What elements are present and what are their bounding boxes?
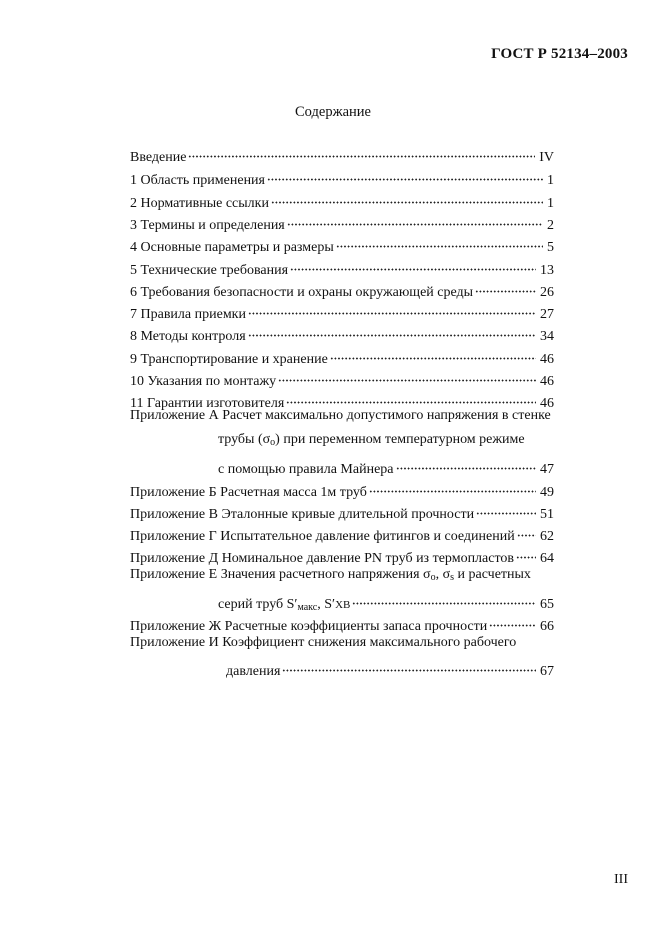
appendix-g (130, 522, 554, 544)
toc-entry (130, 345, 554, 367)
appendix-e-line2-pre: серий труб S′ (218, 597, 298, 612)
toc-entry (130, 211, 554, 233)
appendix-v-text: Приложение В Эталонные кривые длительной прочности (130, 507, 475, 522)
leader-dots (476, 500, 536, 518)
toc-entry (130, 256, 554, 278)
leader-dots (282, 657, 536, 675)
appendix-e-line2 (218, 590, 554, 613)
leader-dots (286, 389, 536, 407)
appendix-i-page: 67 (540, 664, 554, 679)
toc-entry-text: 5 Технические требования (130, 263, 289, 278)
appendix-i-line2-text: давления (226, 664, 281, 679)
leader-dots (248, 322, 536, 340)
document-code: ГОСТ Р 52134–2003 (491, 46, 628, 62)
leader-dots (248, 300, 536, 318)
appendix-b-page: 49 (540, 485, 554, 500)
toc-entry-page: 26 (540, 285, 554, 300)
appendix-g-page: 62 (540, 529, 554, 544)
leader-dots (489, 612, 536, 630)
appendix-e-line2-end: ХВ (335, 599, 351, 611)
appendix-i-line2 (226, 657, 554, 679)
appendix-v (130, 500, 554, 522)
appendix-g-text: Приложение Г Испытательное давление фитингов и соединений (130, 529, 515, 544)
toc-entry-text: 11 Гарантии изготовителя (130, 396, 285, 411)
appendix-e-line1-mid: , σ (435, 567, 451, 582)
appendix-e-line1 (130, 566, 531, 584)
appendix-zh-text: Приложение Ж Расчетные коэффициенты запаса прочности (130, 619, 488, 634)
leader-dots (517, 522, 536, 540)
appendix-a-line2-post: ) при переменном температурном режиме (275, 432, 525, 447)
appendix-e-line1-pre: Приложение Е Значения расчетного напряжения σ (130, 567, 431, 582)
toc-entry (130, 278, 554, 300)
leader-dots (330, 345, 536, 363)
page-number: III (614, 872, 628, 887)
toc-entry-page: 1 (547, 196, 554, 211)
toc-entry (130, 189, 554, 211)
toc-entry-text: 10 Указания по монтажу (130, 374, 277, 389)
toc-entry-page: IV (539, 150, 554, 165)
appendix-e-line2-sub: макс (297, 602, 318, 613)
appendix-a-line2 (218, 431, 525, 449)
leader-dots (188, 143, 535, 161)
leader-dots (287, 211, 543, 229)
toc-entry-text: 7 Правила приемки (130, 307, 246, 322)
toc-entry-page: 2 (547, 218, 554, 233)
appendix-e-line1-sub2: s (450, 572, 455, 583)
toc-entry-page: 27 (540, 307, 554, 322)
leader-dots (352, 590, 536, 608)
appendix-a-page: 47 (540, 462, 554, 477)
toc-entry-text: Введение (130, 150, 187, 165)
appendix-b-text: Приложение Б Расчетная масса 1м труб (130, 485, 367, 500)
leader-dots (271, 189, 543, 207)
toc-entry-text: 9 Транспортирование и хранение (130, 352, 328, 367)
appendix-d (130, 544, 554, 566)
appendix-i-line1: Приложение И Коэффициент снижения максимального рабочего (130, 635, 517, 650)
toc-entry (130, 233, 554, 255)
toc-entry-page: 46 (540, 352, 554, 367)
toc-entry (130, 322, 554, 344)
toc-title: Содержание (295, 104, 371, 120)
toc-entry (130, 300, 554, 322)
appendix-a-line3 (218, 455, 554, 477)
appendix-e-line2-post: , S′ (317, 597, 336, 612)
appendix-e-page: 65 (540, 597, 554, 612)
toc-entry-page: 1 (547, 173, 554, 188)
toc-entry (130, 143, 554, 165)
toc-entry-page: 13 (540, 263, 554, 278)
appendix-b (130, 478, 554, 500)
appendix-a-line1: Приложение А Расчет максимально допустимого напряжения в стенке (130, 408, 551, 423)
toc-entry (130, 166, 554, 188)
appendix-a-line3-text: с помощью правила Майнера (218, 462, 394, 477)
toc-entry-text: 8 Методы контроля (130, 329, 246, 344)
leader-dots (516, 544, 536, 562)
appendix-a-line2-pre: трубы (σ (218, 432, 271, 447)
appendix-e-line1-sub1: o (430, 572, 436, 583)
toc-entry-page: 46 (540, 374, 554, 389)
leader-dots (267, 166, 543, 184)
toc-entry (130, 389, 554, 411)
toc-entry-page: 5 (547, 240, 554, 255)
toc-entry-text: 3 Термины и определения (130, 218, 285, 233)
appendix-d-page: 64 (540, 551, 554, 566)
toc-entry-text: 6 Требования безопасности и охраны окружающей среды (130, 285, 474, 300)
leader-dots (336, 233, 543, 251)
leader-dots (290, 256, 536, 274)
leader-dots (396, 455, 536, 473)
toc-entry-text: 2 Нормативные ссылки (130, 196, 269, 211)
toc-entry (130, 367, 554, 389)
toc-entry-page: 46 (540, 396, 554, 411)
appendix-a-line2-sub: o (270, 437, 276, 448)
appendix-v-page: 51 (540, 507, 554, 522)
toc-entry-page: 34 (540, 329, 554, 344)
leader-dots (278, 367, 536, 385)
toc-entry-text: 4 Основные параметры и размеры (130, 240, 334, 255)
appendix-e-line1-post: и расчетных (454, 567, 531, 582)
appendix-zh-page: 66 (540, 619, 554, 634)
appendix-d-text: Приложение Д Номинальное давление PN труб из термопластов (130, 551, 515, 566)
appendix-zh (130, 612, 554, 634)
toc-entry-text: 1 Область применения (130, 173, 265, 188)
leader-dots (475, 278, 536, 296)
leader-dots (369, 478, 536, 496)
